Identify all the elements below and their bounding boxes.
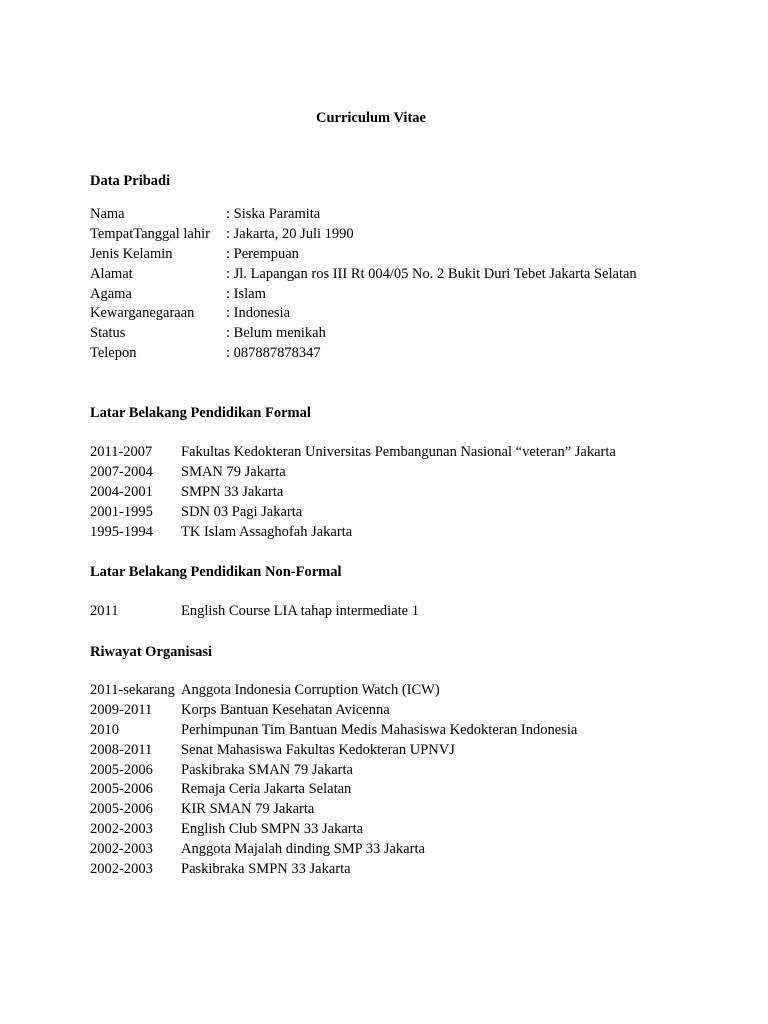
entry-text: Remaja Ceria Jakarta Selatan <box>181 781 352 798</box>
year-range: 2005-2006 <box>90 801 153 818</box>
year-range: 2011 <box>90 603 119 619</box>
year-range: 2005-2006 <box>90 781 153 798</box>
entry-text: KIR SMAN 79 Jakarta <box>181 801 315 818</box>
entry-text: SMAN 79 Jakarta <box>181 463 286 480</box>
field-value: : Perempuan <box>226 245 299 262</box>
field-value: : Indonesia <box>226 305 291 322</box>
year-range: 1995-1994 <box>90 523 153 540</box>
field-label: Nama <box>90 206 125 222</box>
year-range: 2002-2003 <box>90 861 153 878</box>
year-range: 2009-2011 <box>90 701 153 718</box>
field-value: : Siska Paramita <box>226 206 321 222</box>
entry-text: Paskibraka SMAN 79 Jakarta <box>181 761 353 778</box>
entry-text: SDN 03 Pagi Jakarta <box>181 503 303 520</box>
entry-text: Paskibraka SMPN 33 Jakarta <box>181 861 351 878</box>
entry-text: Perhimpunan Tim Bantuan Medis Mahasiswa Kedokteran Indonesia <box>181 721 578 738</box>
field-value: : 087887878347 <box>226 345 321 362</box>
section-heading-organizations: Riwayat Organisasi <box>90 644 213 660</box>
year-range: 2011-sekarang <box>90 682 175 698</box>
year-range: 2008-2011 <box>90 741 153 758</box>
year-range: 2002-2003 <box>90 841 153 858</box>
field-label: Telepon <box>90 345 137 362</box>
year-range: 2007-2004 <box>90 463 153 480</box>
field-label: TempatTanggal lahir <box>90 225 210 242</box>
entry-text: SMPN 33 Jakarta <box>181 483 284 500</box>
entry-text: TK Islam Assaghofah Jakarta <box>181 523 353 540</box>
entry-text: Senat Mahasiswa Fakultas Kedokteran UPNVJ <box>181 741 455 758</box>
section-heading-personal: Data Pribadi <box>90 173 171 189</box>
section-heading-formal-education: Latar Belakang Pendidikan Formal <box>90 405 311 421</box>
field-value: : Belum menikah <box>226 325 326 342</box>
entry-text: Fakultas Kedokteran Universitas Pembangunan Nasional “veteran” Jakarta <box>181 444 616 460</box>
field-value: : Jl. Lapangan ros III Rt 004/05 No. 2 Bukit Duri Tebet Jakarta Selatan <box>226 265 637 282</box>
field-label: Status <box>90 325 126 342</box>
field-label: Kewarganegaraan <box>90 305 195 322</box>
year-range: 2002-2003 <box>90 821 153 838</box>
year-range: 2010 <box>90 721 119 738</box>
field-value: : Jakarta, 20 Juli 1990 <box>226 225 354 242</box>
year-range: 2005-2006 <box>90 761 153 778</box>
section-heading-nonformal-education: Latar Belakang Pendidikan Non-Formal <box>90 564 342 580</box>
page-title: Curriculum Vitae <box>316 110 426 126</box>
entry-text: English Course LIA tahap intermediate 1 <box>181 603 419 619</box>
year-range: 2011-2007 <box>90 444 153 460</box>
field-label: Alamat <box>90 265 133 282</box>
entry-text: English Club SMPN 33 Jakarta <box>181 821 364 838</box>
year-range: 2004-2001 <box>90 483 153 500</box>
year-range: 2001-1995 <box>90 503 153 520</box>
entry-text: Anggota Majalah dinding SMP 33 Jakarta <box>181 841 425 858</box>
field-value: : Islam <box>226 285 266 302</box>
entry-text: Korps Bantuan Kesehatan Avicenna <box>181 701 390 718</box>
field-label: Jenis Kelamin <box>90 245 173 262</box>
entry-text: Anggota Indonesia Corruption Watch (ICW) <box>181 682 440 698</box>
field-label: Agama <box>90 285 132 302</box>
